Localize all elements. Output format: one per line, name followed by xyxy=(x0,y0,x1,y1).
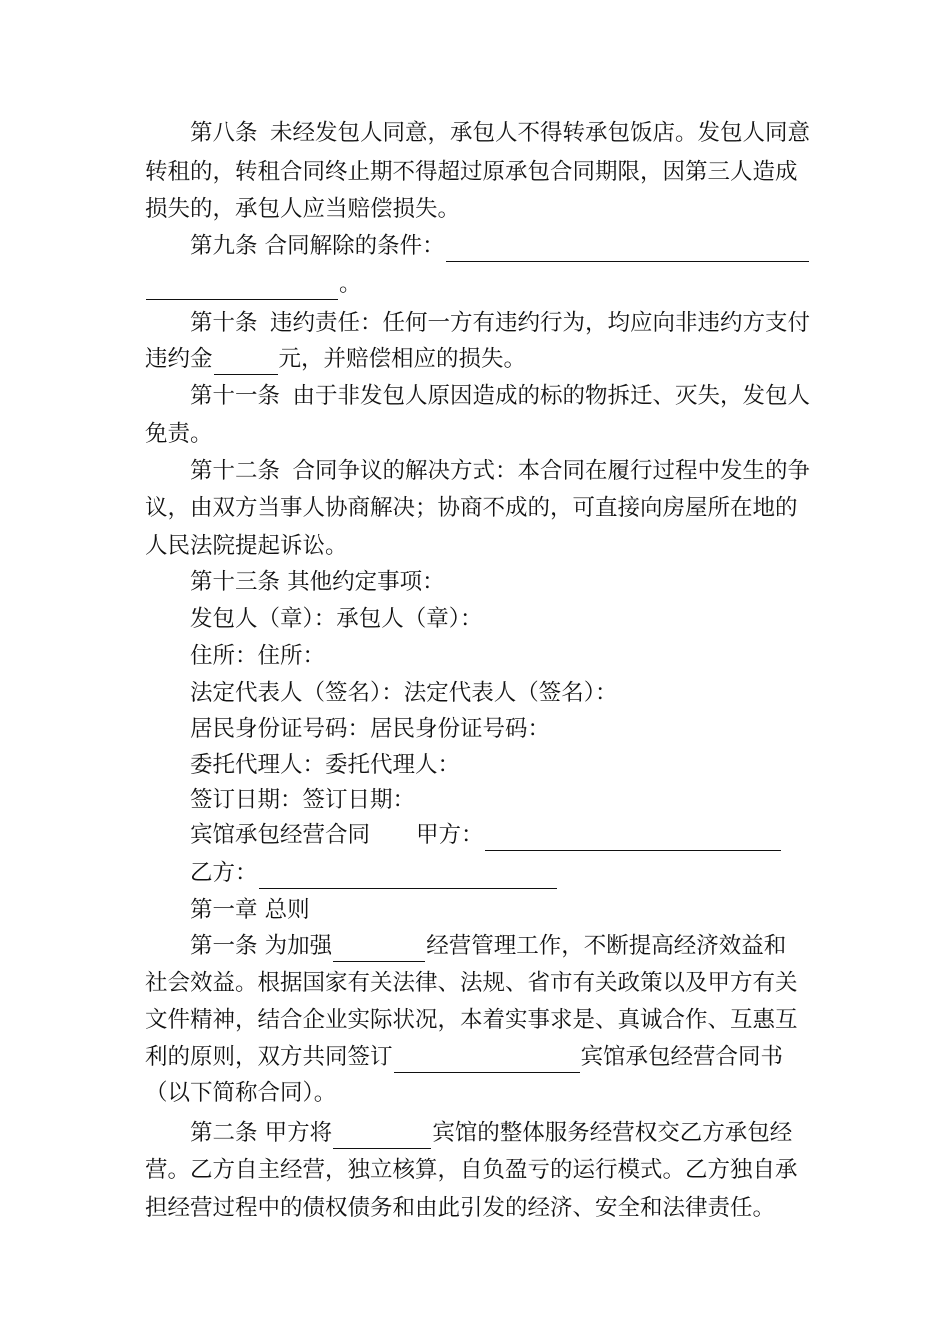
signature-parties-text: 发包人（章）：承包人（章）： xyxy=(190,606,483,632)
hotel-article-1-heading: 第一条 xyxy=(190,933,258,959)
signature-date xyxy=(190,784,810,816)
hotel-article-1-line-2 xyxy=(145,967,810,999)
article-12-text-1: 合同争议的解决方式：本合同在履行过程中发生的争 xyxy=(292,458,810,484)
hotel-article-2-text-3: 担经营过程中的债权债务和由此引发的经济、安全和法律责任。 xyxy=(145,1195,776,1221)
article-10-heading: 第十条 xyxy=(190,310,258,336)
article-11-line-2 xyxy=(145,418,810,450)
hotel-article-1-text-1b-wrap xyxy=(426,930,810,962)
article-12-line-2 xyxy=(145,492,810,524)
party-b-label: 乙方： xyxy=(190,860,258,886)
hotel-article-2-line-2 xyxy=(145,1154,810,1186)
penalty-amount-blank[interactable] xyxy=(214,350,278,375)
article-10-text-2: 元，并赔偿相应的损失。 xyxy=(278,346,527,372)
signature-parties xyxy=(190,603,810,635)
article-13-text: 其他约定事项： xyxy=(287,569,445,595)
article-10-text-1: 违约责任：任何一方有违约行为，均应向非违约方支付 xyxy=(269,310,810,336)
article-12-line-3 xyxy=(145,530,810,562)
article-11-text-1: 由于非发包人原因造成的标的物拆迁、灭失，发包人 xyxy=(292,383,810,409)
article-12-text-2: 议，由双方当事人协商解决；协商不成的，可直接向房屋所在地的 xyxy=(145,495,798,521)
party-a-blank[interactable] xyxy=(485,826,781,851)
hotel-article-1-text-2: 社会效益。根据国家有关法律、法规、省市有关政策以及甲方有关 xyxy=(145,970,798,996)
hotel-article-2-text-2: 营。乙方自主经营，独立核算，自负盈亏的运行模式。乙方独自承 xyxy=(145,1157,798,1183)
article-10-line-1 xyxy=(190,307,810,339)
article-9-line-2 xyxy=(145,268,810,300)
penalty-label: 违约金 xyxy=(145,346,213,372)
signature-id-number-text: 居民身份证号码：居民身份证号码： xyxy=(190,716,551,742)
hotel-article-1-line-5 xyxy=(145,1077,810,1109)
hotel-article-2-heading: 第二条 xyxy=(190,1120,258,1146)
article-12-text-3: 人民法院提起诉讼。 xyxy=(145,533,348,559)
hotel-name-blank-1[interactable] xyxy=(333,937,425,962)
article-12-line-1 xyxy=(190,455,810,487)
hotel-article-1-text-3: 文件精神，结合企业实际状况，本着实事求是、真诚合作、互惠互 xyxy=(145,1007,798,1033)
signature-legal-rep-text: 法定代表人（签名）：法定代表人（签名）： xyxy=(190,680,618,706)
hotel-contract-title: 宾馆承包经营合同 xyxy=(190,822,371,848)
hotel-article-1-line-1 xyxy=(190,930,810,962)
termination-conditions-blank-cont[interactable] xyxy=(146,275,338,300)
signature-address xyxy=(190,640,810,672)
article-8-text-2: 转租的，转租合同终止期不得超过原承包合同期限，因第三人造成 xyxy=(145,159,798,185)
article-8-heading: 第八条 xyxy=(190,120,258,146)
hotel-article-1-text-4a: 利的原则，双方共同签订 xyxy=(145,1044,393,1070)
hotel-article-2-line-1 xyxy=(190,1117,810,1149)
article-12-heading: 第十二条 xyxy=(190,458,281,484)
signature-date-text: 签订日期：签订日期： xyxy=(190,787,416,813)
hotel-article-1-text-1b: 经营管理工作，不断提高经济效益和 xyxy=(426,933,787,959)
article-8-text-1: 未经发包人同意，承包人不得转承包饭店。发包人同意 xyxy=(269,120,810,146)
article-13-line xyxy=(190,566,810,598)
signature-agent xyxy=(190,749,810,781)
article-10-line-2 xyxy=(145,343,810,375)
article-11-heading: 第十一条 xyxy=(190,383,281,409)
hotel-name-blank-3[interactable] xyxy=(333,1124,431,1149)
signature-legal-rep xyxy=(190,677,810,709)
article-11-text-2: 免责。 xyxy=(145,421,213,447)
chapter-1-heading xyxy=(190,894,810,926)
article-9-line-1 xyxy=(190,230,810,262)
hotel-article-1-line-4 xyxy=(145,1041,810,1073)
hotel-article-2-text-1a: 甲方将 xyxy=(264,1120,333,1146)
hotel-contract-title-line xyxy=(190,819,810,851)
article-9-text: 合同解除的条件： xyxy=(264,233,445,259)
party-a-label: 甲方： xyxy=(416,822,484,848)
hotel-article-1-line-3 xyxy=(145,1004,810,1036)
article-8-line-1 xyxy=(190,117,810,149)
article-8-line-3 xyxy=(145,193,810,225)
article-9-end: 。 xyxy=(339,271,362,297)
article-8-text-3: 损失的，承包人应当赔偿损失。 xyxy=(145,196,461,222)
hotel-article-1-text-5: （以下简称合同）。 xyxy=(145,1080,337,1106)
signature-agent-text: 委托代理人：委托代理人： xyxy=(190,752,461,778)
hotel-article-2-line-3 xyxy=(145,1192,810,1224)
signature-id-number xyxy=(190,713,810,745)
article-11-line-1 xyxy=(190,380,810,412)
article-13-heading: 第十三条 xyxy=(190,569,281,595)
chapter-1-text: 第一章 总则 xyxy=(190,897,310,923)
signature-address-text: 住所：住所： xyxy=(190,643,326,669)
hotel-article-1-text-4b: 宾馆承包经营合同书 xyxy=(580,1044,784,1070)
party-b-line xyxy=(190,857,810,889)
hotel-article-1-text-1a: 为加强 xyxy=(264,933,333,959)
termination-conditions-blank[interactable] xyxy=(446,237,809,262)
article-8-line-2 xyxy=(145,156,810,188)
article-9-heading: 第九条 xyxy=(190,233,258,259)
party-b-blank[interactable] xyxy=(259,864,557,889)
hotel-name-blank-2[interactable] xyxy=(394,1048,580,1073)
hotel-article-2-text-1b: 宾馆的整体服务经营权交乙方承包经 xyxy=(432,1120,793,1146)
